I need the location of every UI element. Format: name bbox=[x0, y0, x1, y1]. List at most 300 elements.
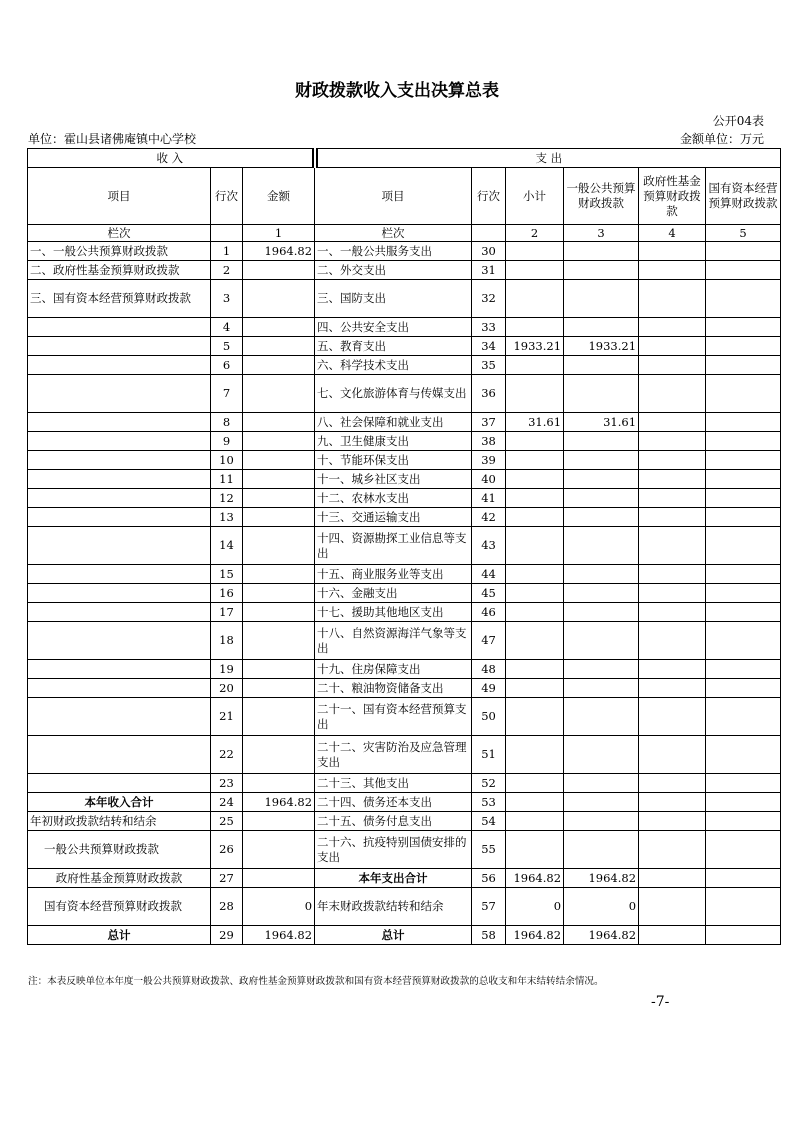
subtotal-amount-cell bbox=[506, 831, 564, 869]
income-amount-cell bbox=[243, 489, 315, 508]
income-line-cell: 18 bbox=[211, 622, 243, 660]
state-capital-amount-cell bbox=[706, 261, 781, 280]
expense-item-cell: 总计 bbox=[315, 926, 472, 945]
gov-fund-amount-cell bbox=[639, 926, 706, 945]
state-capital-amount-cell bbox=[706, 375, 781, 413]
income-line-cell: 7 bbox=[211, 375, 243, 413]
subtotal-amount-cell bbox=[506, 774, 564, 793]
state-capital-amount-cell bbox=[706, 774, 781, 793]
state-capital-header: 国有资本经营预算财政拨款 bbox=[706, 168, 781, 225]
income-amount-cell bbox=[243, 508, 315, 527]
gov-fund-amount-cell bbox=[639, 565, 706, 584]
general-budget-amount-cell: 1964.82 bbox=[564, 926, 639, 945]
col-number-3: 3 bbox=[564, 225, 639, 242]
subtotal-amount-cell bbox=[506, 584, 564, 603]
general-budget-amount-cell bbox=[564, 318, 639, 337]
state-capital-amount-cell bbox=[706, 926, 781, 945]
income-item-cell bbox=[28, 451, 211, 470]
table-row bbox=[28, 489, 781, 508]
income-item-cell: 总计 bbox=[28, 926, 211, 945]
subtotal-amount-cell bbox=[506, 793, 564, 812]
general-budget-amount-cell bbox=[564, 698, 639, 736]
income-line-cell: 26 bbox=[211, 831, 243, 869]
subtotal-amount-cell bbox=[506, 432, 564, 451]
gov-fund-amount-cell bbox=[639, 888, 706, 926]
gov-fund-amount-cell bbox=[639, 774, 706, 793]
income-item-cell bbox=[28, 679, 211, 698]
income-amount-cell bbox=[243, 774, 315, 793]
general-budget-amount-cell: 31.61 bbox=[564, 413, 639, 432]
state-capital-amount-cell bbox=[706, 736, 781, 774]
table-row bbox=[28, 679, 781, 698]
subtotal-amount-cell bbox=[506, 489, 564, 508]
col-number-4: 4 bbox=[639, 225, 706, 242]
subtotal-amount-cell: 0 bbox=[506, 888, 564, 926]
table-row bbox=[28, 603, 781, 622]
col-label: 栏次 bbox=[28, 225, 211, 242]
state-capital-amount-cell bbox=[706, 242, 781, 261]
subtotal-amount-cell bbox=[506, 565, 564, 584]
col-number-2: 2 bbox=[506, 225, 564, 242]
income-amount-cell bbox=[243, 679, 315, 698]
income-item-cell bbox=[28, 508, 211, 527]
expense-line-cell: 45 bbox=[472, 584, 506, 603]
column-header-row bbox=[28, 168, 781, 225]
income-item-cell bbox=[28, 413, 211, 432]
expense-item-header: 项目 bbox=[315, 168, 472, 225]
income-item-cell bbox=[28, 565, 211, 584]
col-label: 栏次 bbox=[315, 225, 472, 242]
gov-fund-amount-cell bbox=[639, 584, 706, 603]
expense-item-cell: 六、科学技术支出 bbox=[315, 356, 472, 375]
expense-item-cell: 二十六、抗疫特别国债安排的支出 bbox=[315, 831, 472, 869]
subtotal-amount-cell: 1964.82 bbox=[506, 869, 564, 888]
gov-fund-amount-cell bbox=[639, 261, 706, 280]
state-capital-amount-cell bbox=[706, 565, 781, 584]
general-budget-amount-cell bbox=[564, 736, 639, 774]
income-line-cell: 29 bbox=[211, 926, 243, 945]
table-row bbox=[28, 812, 781, 831]
expense-line-cell: 44 bbox=[472, 565, 506, 584]
gov-fund-amount-cell bbox=[639, 660, 706, 679]
subtotal-amount-cell bbox=[506, 451, 564, 470]
income-item-cell bbox=[28, 356, 211, 375]
income-item-cell bbox=[28, 622, 211, 660]
income-amount-cell bbox=[243, 451, 315, 470]
expense-item-cell: 十四、资源勘探工业信息等支出 bbox=[315, 527, 472, 565]
income-line-cell: 15 bbox=[211, 565, 243, 584]
expense-item-cell: 五、教育支出 bbox=[315, 337, 472, 356]
income-item-cell bbox=[28, 489, 211, 508]
general-budget-amount-cell bbox=[564, 280, 639, 318]
general-budget-amount-cell: 0 bbox=[564, 888, 639, 926]
gov-fund-amount-cell bbox=[639, 432, 706, 451]
expense-line-cell: 55 bbox=[472, 831, 506, 869]
gov-fund-amount-cell bbox=[639, 451, 706, 470]
general-budget-amount-cell: 1933.21 bbox=[564, 337, 639, 356]
gov-fund-amount-cell bbox=[639, 793, 706, 812]
footnote: 注：本表反映单位本年度一般公共预算财政拨款、政府性基金预算财政拨款和国有资本经营预算财政拨款的总收支和年末结转结余情况。 bbox=[28, 976, 604, 987]
table-row bbox=[28, 356, 781, 375]
expense-item-cell: 十五、商业服务业等支出 bbox=[315, 565, 472, 584]
income-item-cell: 政府性基金预算财政拨款 bbox=[28, 869, 211, 888]
gov-fund-amount-cell bbox=[639, 356, 706, 375]
income-line-cell: 23 bbox=[211, 774, 243, 793]
expense-line-cell: 51 bbox=[472, 736, 506, 774]
subtotal-amount-cell bbox=[506, 470, 564, 489]
income-item-cell: 三、国有资本经营预算财政拨款 bbox=[28, 280, 211, 318]
general-budget-amount-cell bbox=[564, 584, 639, 603]
state-capital-amount-cell bbox=[706, 888, 781, 926]
income-line-cell: 5 bbox=[211, 337, 243, 356]
subtotal-amount-cell bbox=[506, 603, 564, 622]
income-line-cell: 16 bbox=[211, 584, 243, 603]
state-capital-amount-cell bbox=[706, 660, 781, 679]
table-row bbox=[28, 888, 781, 926]
blank-cell bbox=[211, 225, 243, 242]
table-row bbox=[28, 793, 781, 812]
gov-fund-amount-cell bbox=[639, 470, 706, 489]
subtotal-amount-cell bbox=[506, 622, 564, 660]
page-number: -7- bbox=[651, 994, 670, 1010]
general-budget-amount-cell bbox=[564, 527, 639, 565]
general-budget-amount-cell: 1964.82 bbox=[564, 869, 639, 888]
state-capital-amount-cell bbox=[706, 584, 781, 603]
general-budget-amount-cell bbox=[564, 356, 639, 375]
income-amount-cell bbox=[243, 470, 315, 489]
income-section-header: 收 入 bbox=[28, 149, 315, 168]
table-row bbox=[28, 470, 781, 489]
general-budget-amount-cell bbox=[564, 793, 639, 812]
subtotal-amount-cell: 1964.82 bbox=[506, 926, 564, 945]
subtotal-amount-cell: 1933.21 bbox=[506, 337, 564, 356]
state-capital-amount-cell bbox=[706, 698, 781, 736]
income-line-cell: 27 bbox=[211, 869, 243, 888]
general-budget-amount-cell bbox=[564, 660, 639, 679]
income-line-cell: 21 bbox=[211, 698, 243, 736]
expense-line-cell: 39 bbox=[472, 451, 506, 470]
income-line-cell: 11 bbox=[211, 470, 243, 489]
state-capital-amount-cell bbox=[706, 527, 781, 565]
income-line-cell: 10 bbox=[211, 451, 243, 470]
general-budget-amount-cell bbox=[564, 451, 639, 470]
table-row bbox=[28, 337, 781, 356]
subtotal-amount-cell bbox=[506, 812, 564, 831]
income-item-cell bbox=[28, 470, 211, 489]
expense-line-cell: 38 bbox=[472, 432, 506, 451]
expense-line-cell: 56 bbox=[472, 869, 506, 888]
state-capital-amount-cell bbox=[706, 451, 781, 470]
gov-fund-amount-cell bbox=[639, 679, 706, 698]
income-amount-cell bbox=[243, 261, 315, 280]
table-row bbox=[28, 736, 781, 774]
expense-line-cell: 57 bbox=[472, 888, 506, 926]
income-item-cell bbox=[28, 660, 211, 679]
expense-line-cell: 43 bbox=[472, 527, 506, 565]
expense-item-cell: 三、国防支出 bbox=[315, 280, 472, 318]
state-capital-amount-cell bbox=[706, 489, 781, 508]
general-budget-amount-cell bbox=[564, 261, 639, 280]
income-item-cell: 二、政府性基金预算财政拨款 bbox=[28, 261, 211, 280]
table-row bbox=[28, 261, 781, 280]
expense-line-cell: 52 bbox=[472, 774, 506, 793]
income-amount-cell bbox=[243, 831, 315, 869]
expense-line-cell: 31 bbox=[472, 261, 506, 280]
income-amount-cell bbox=[243, 869, 315, 888]
table-row bbox=[28, 565, 781, 584]
table-row bbox=[28, 280, 781, 318]
unit-name: 单位：霍山县诸佛庵镇中心学校 bbox=[28, 132, 197, 146]
income-amount-cell bbox=[243, 812, 315, 831]
state-capital-amount-cell bbox=[706, 470, 781, 489]
expense-line-cell: 53 bbox=[472, 793, 506, 812]
table-row bbox=[28, 508, 781, 527]
state-capital-amount-cell bbox=[706, 318, 781, 337]
table-row bbox=[28, 660, 781, 679]
gov-fund-amount-cell bbox=[639, 337, 706, 356]
gov-fund-amount-cell bbox=[639, 375, 706, 413]
state-capital-amount-cell bbox=[706, 679, 781, 698]
subtotal-amount-cell: 31.61 bbox=[506, 413, 564, 432]
subtotal-amount-cell bbox=[506, 242, 564, 261]
expense-item-cell: 一、一般公共服务支出 bbox=[315, 242, 472, 261]
gov-fund-amount-cell bbox=[639, 812, 706, 831]
income-line-cell: 24 bbox=[211, 793, 243, 812]
subtotal-header: 小计 bbox=[506, 168, 564, 225]
income-item-cell bbox=[28, 736, 211, 774]
income-amount-cell: 0 bbox=[243, 888, 315, 926]
expense-item-cell: 十二、农林水支出 bbox=[315, 489, 472, 508]
expense-line-cell: 47 bbox=[472, 622, 506, 660]
gov-fund-amount-cell bbox=[639, 736, 706, 774]
income-amount-cell bbox=[243, 565, 315, 584]
income-line-cell: 20 bbox=[211, 679, 243, 698]
expense-item-cell: 二十、粮油物资储备支出 bbox=[315, 679, 472, 698]
general-budget-amount-cell bbox=[564, 375, 639, 413]
state-capital-amount-cell bbox=[706, 812, 781, 831]
income-item-cell bbox=[28, 337, 211, 356]
state-capital-amount-cell bbox=[706, 603, 781, 622]
state-capital-amount-cell bbox=[706, 508, 781, 527]
expense-item-cell: 十三、交通运输支出 bbox=[315, 508, 472, 527]
state-capital-amount-cell bbox=[706, 622, 781, 660]
income-line-cell: 4 bbox=[211, 318, 243, 337]
state-capital-amount-cell bbox=[706, 869, 781, 888]
expense-line-cell: 48 bbox=[472, 660, 506, 679]
expense-item-cell: 九、卫生健康支出 bbox=[315, 432, 472, 451]
expense-item-cell: 十九、住房保障支出 bbox=[315, 660, 472, 679]
income-item-cell bbox=[28, 432, 211, 451]
income-amount-cell bbox=[243, 584, 315, 603]
gov-fund-amount-cell bbox=[639, 280, 706, 318]
gov-fund-amount-cell bbox=[639, 318, 706, 337]
income-item-header: 项目 bbox=[28, 168, 211, 225]
subtotal-amount-cell bbox=[506, 280, 564, 318]
expense-line-cell: 33 bbox=[472, 318, 506, 337]
income-amount-cell bbox=[243, 527, 315, 565]
income-item-cell bbox=[28, 698, 211, 736]
income-item-cell: 一般公共预算财政拨款 bbox=[28, 831, 211, 869]
expense-item-cell: 十一、城乡社区支出 bbox=[315, 470, 472, 489]
income-line-cell: 6 bbox=[211, 356, 243, 375]
subtotal-amount-cell bbox=[506, 660, 564, 679]
general-budget-amount-cell bbox=[564, 812, 639, 831]
expense-item-cell: 八、社会保障和就业支出 bbox=[315, 413, 472, 432]
expense-section-header: 支 出 bbox=[315, 149, 781, 168]
expense-line-cell: 36 bbox=[472, 375, 506, 413]
income-item-cell: 本年收入合计 bbox=[28, 793, 211, 812]
income-amount-cell: 1964.82 bbox=[243, 793, 315, 812]
income-item-cell bbox=[28, 774, 211, 793]
expense-item-cell: 二十三、其他支出 bbox=[315, 774, 472, 793]
expense-line-cell: 41 bbox=[472, 489, 506, 508]
expense-line-cell: 42 bbox=[472, 508, 506, 527]
general-budget-amount-cell bbox=[564, 470, 639, 489]
col-number-5: 5 bbox=[706, 225, 781, 242]
general-budget-amount-cell bbox=[564, 622, 639, 660]
income-amount-cell bbox=[243, 318, 315, 337]
table-row bbox=[28, 527, 781, 565]
expense-item-cell: 二十二、灾害防治及应急管理支出 bbox=[315, 736, 472, 774]
expense-line-header: 行次 bbox=[472, 168, 506, 225]
income-line-cell: 13 bbox=[211, 508, 243, 527]
gov-fund-amount-cell bbox=[639, 242, 706, 261]
subtotal-amount-cell bbox=[506, 527, 564, 565]
subtotal-amount-cell bbox=[506, 375, 564, 413]
table-row bbox=[28, 413, 781, 432]
subtotal-amount-cell bbox=[506, 679, 564, 698]
expense-line-cell: 50 bbox=[472, 698, 506, 736]
form-number: 公开04表 bbox=[712, 114, 764, 128]
table-row bbox=[28, 584, 781, 603]
income-line-cell: 9 bbox=[211, 432, 243, 451]
general-budget-amount-cell bbox=[564, 774, 639, 793]
gov-fund-amount-cell bbox=[639, 489, 706, 508]
table-row bbox=[28, 375, 781, 413]
income-amount-cell bbox=[243, 603, 315, 622]
general-budget-amount-cell bbox=[564, 432, 639, 451]
income-line-cell: 3 bbox=[211, 280, 243, 318]
gov-fund-amount-cell bbox=[639, 527, 706, 565]
income-line-cell: 2 bbox=[211, 261, 243, 280]
expense-item-cell: 十六、金融支出 bbox=[315, 584, 472, 603]
income-item-cell: 年初财政拨款结转和结余 bbox=[28, 812, 211, 831]
subtotal-amount-cell bbox=[506, 356, 564, 375]
table-row bbox=[28, 432, 781, 451]
expense-line-cell: 32 bbox=[472, 280, 506, 318]
income-line-cell: 28 bbox=[211, 888, 243, 926]
income-item-cell bbox=[28, 603, 211, 622]
expense-line-cell: 49 bbox=[472, 679, 506, 698]
expense-item-cell: 本年支出合计 bbox=[315, 869, 472, 888]
income-line-cell: 19 bbox=[211, 660, 243, 679]
gov-fund-amount-cell bbox=[639, 508, 706, 527]
income-item-cell bbox=[28, 375, 211, 413]
income-amount-cell bbox=[243, 432, 315, 451]
general-budget-amount-cell bbox=[564, 679, 639, 698]
gov-fund-amount-cell bbox=[639, 831, 706, 869]
income-line-cell: 8 bbox=[211, 413, 243, 432]
expense-line-cell: 35 bbox=[472, 356, 506, 375]
expense-item-cell: 四、公共安全支出 bbox=[315, 318, 472, 337]
expense-item-cell: 十八、自然资源海洋气象等支出 bbox=[315, 622, 472, 660]
expense-line-cell: 34 bbox=[472, 337, 506, 356]
general-budget-amount-cell bbox=[564, 242, 639, 261]
income-item-cell bbox=[28, 527, 211, 565]
table-row bbox=[28, 242, 781, 261]
income-line-cell: 22 bbox=[211, 736, 243, 774]
expense-line-cell: 58 bbox=[472, 926, 506, 945]
subtotal-amount-cell bbox=[506, 261, 564, 280]
income-amount-cell bbox=[243, 280, 315, 318]
table-row bbox=[28, 831, 781, 869]
expense-item-cell: 二、外交支出 bbox=[315, 261, 472, 280]
gov-fund-header: 政府性基金预算财政拨款 bbox=[639, 168, 706, 225]
income-amount-cell bbox=[243, 622, 315, 660]
income-item-cell: 一、一般公共预算财政拨款 bbox=[28, 242, 211, 261]
expense-item-cell: 二十四、债务还本支出 bbox=[315, 793, 472, 812]
expense-item-cell: 十、节能环保支出 bbox=[315, 451, 472, 470]
table-row bbox=[28, 622, 781, 660]
expense-item-cell: 二十五、债务付息支出 bbox=[315, 812, 472, 831]
state-capital-amount-cell bbox=[706, 280, 781, 318]
table-row bbox=[28, 318, 781, 337]
income-amount-header: 金额 bbox=[243, 168, 315, 225]
income-amount-cell bbox=[243, 337, 315, 356]
expense-item-cell: 年末财政拨款结转和结余 bbox=[315, 888, 472, 926]
page-title: 财政拨款收入支出决算总表 bbox=[295, 81, 499, 101]
expense-line-cell: 46 bbox=[472, 603, 506, 622]
expense-line-cell: 30 bbox=[472, 242, 506, 261]
income-amount-cell bbox=[243, 413, 315, 432]
income-line-header: 行次 bbox=[211, 168, 243, 225]
income-item-cell bbox=[28, 318, 211, 337]
general-budget-amount-cell bbox=[564, 831, 639, 869]
table-row bbox=[28, 698, 781, 736]
subtotal-amount-cell bbox=[506, 736, 564, 774]
table-row bbox=[28, 869, 781, 888]
state-capital-amount-cell bbox=[706, 356, 781, 375]
final-accounts-table bbox=[27, 148, 781, 945]
income-amount-cell bbox=[243, 660, 315, 679]
gov-fund-amount-cell bbox=[639, 869, 706, 888]
state-capital-amount-cell bbox=[706, 831, 781, 869]
expense-line-cell: 40 bbox=[472, 470, 506, 489]
income-line-cell: 12 bbox=[211, 489, 243, 508]
state-capital-amount-cell bbox=[706, 793, 781, 812]
income-line-cell: 25 bbox=[211, 812, 243, 831]
col-number-1: 1 bbox=[243, 225, 315, 242]
state-capital-amount-cell bbox=[706, 432, 781, 451]
expense-line-cell: 54 bbox=[472, 812, 506, 831]
income-line-cell: 14 bbox=[211, 527, 243, 565]
table-row bbox=[28, 774, 781, 793]
income-line-cell: 1 bbox=[211, 242, 243, 261]
gov-fund-amount-cell bbox=[639, 622, 706, 660]
income-item-cell: 国有资本经营预算财政拨款 bbox=[28, 888, 211, 926]
expense-item-cell: 十七、援助其他地区支出 bbox=[315, 603, 472, 622]
income-amount-cell: 1964.82 bbox=[243, 242, 315, 261]
income-line-cell: 17 bbox=[211, 603, 243, 622]
amount-unit: 金额单位：万元 bbox=[679, 132, 764, 146]
income-amount-cell bbox=[243, 698, 315, 736]
gov-fund-amount-cell bbox=[639, 413, 706, 432]
general-budget-amount-cell bbox=[564, 508, 639, 527]
income-amount-cell bbox=[243, 356, 315, 375]
state-capital-amount-cell bbox=[706, 413, 781, 432]
general-budget-amount-cell bbox=[564, 603, 639, 622]
blank-cell bbox=[472, 225, 506, 242]
